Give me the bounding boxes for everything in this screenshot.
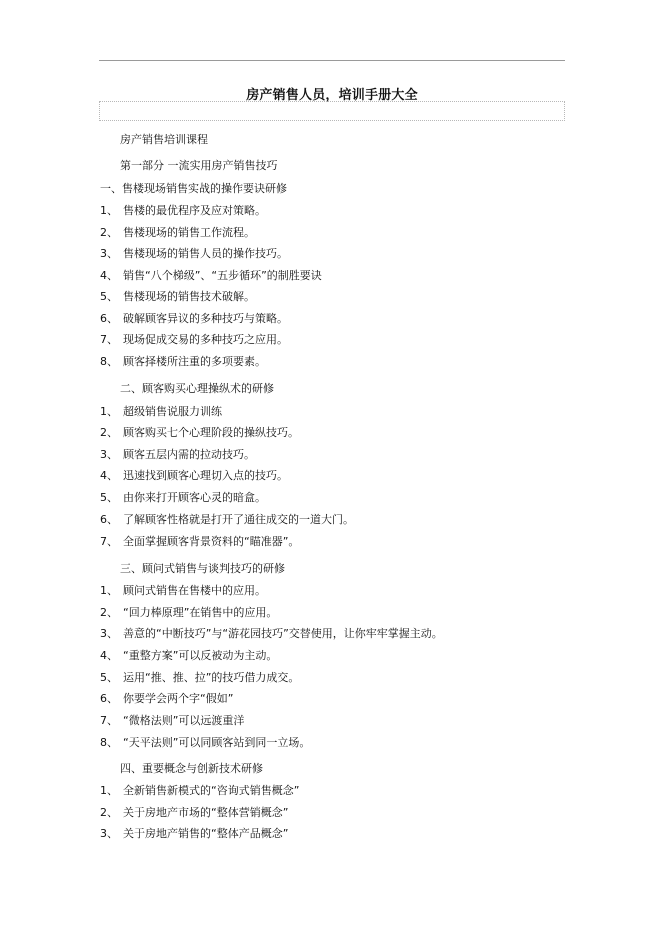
list-item-number: 5、: [100, 491, 118, 504]
dotted-placeholder-box: [99, 101, 565, 121]
list-item-number: 4、: [100, 469, 118, 482]
list-item: 关于房地产销售的“整体产品概念”: [123, 827, 289, 840]
list-item: 由你来打开顾客心灵的暗盒。: [123, 491, 266, 504]
list-item-number: 4、: [100, 649, 118, 662]
document-title: 房产销售人员，培训手册大全: [246, 88, 418, 103]
list-item-number: 2、: [100, 226, 118, 239]
list-item: 超级销售说服力训练: [123, 405, 222, 418]
list-item: 售楼现场的销售人员的操作技巧。: [123, 247, 288, 260]
part-heading: 第一部分 一流实用房产销售技巧: [120, 159, 278, 172]
list-item-number: 7、: [100, 714, 118, 727]
list-item: 售楼现场的销售技术破解。: [123, 290, 255, 303]
list-item-number: 6、: [100, 692, 118, 705]
list-item: “回力棒原理”在销售中的应用。: [123, 606, 278, 619]
list-item-number: 2、: [100, 426, 118, 439]
list-item-number: 2、: [100, 606, 118, 619]
course-heading: 房产销售培训课程: [120, 133, 208, 146]
section-heading: 一、售楼现场销售实战的操作要诀研修: [100, 182, 287, 195]
list-item-number: 6、: [100, 513, 118, 526]
header-rule: [99, 60, 565, 61]
list-item: 顾客五层内需的拉动技巧。: [123, 448, 255, 461]
list-item-number: 5、: [100, 671, 118, 684]
list-item: 销售“八个梯级”、“五步循环”的制胜要诀: [123, 269, 322, 282]
list-item-number: 2、: [100, 806, 118, 819]
list-item: 关于房地产市场的“整体营销概念”: [123, 806, 289, 819]
list-item: 全新销售新模式的“咨询式销售概念”: [123, 784, 300, 797]
list-item-number: 3、: [100, 247, 118, 260]
list-item: 售楼的最优程序及应对策略。: [123, 204, 266, 217]
list-item-number: 1、: [100, 405, 118, 418]
list-item: 了解顾客性格就是打开了通往成交的一道大门。: [123, 513, 354, 526]
list-item: “微格法则”可以远渡重洋: [123, 714, 245, 727]
section-heading: 三、顾问式销售与谈判技巧的研修: [120, 562, 285, 575]
list-item: 现场促成交易的多种技巧之应用。: [123, 333, 288, 346]
list-item: 运用“推、推、拉”的技巧借力成交。: [123, 671, 300, 684]
list-item: 善意的“中断技巧”与“游花园技巧”交替使用，让你牢牢掌握主动。: [123, 627, 443, 640]
list-item: 迅速找到顾客心理切入点的技巧。: [123, 469, 288, 482]
list-item-number: 1、: [100, 784, 118, 797]
list-item-number: 3、: [100, 627, 118, 640]
list-item-number: 7、: [100, 535, 118, 548]
list-item: “天平法则”可以同顾客站到同一立场。: [123, 736, 311, 749]
list-item-number: 3、: [100, 827, 118, 840]
list-item: “重整方案”可以反被动为主动。: [123, 649, 278, 662]
list-item-number: 4、: [100, 269, 118, 282]
list-item-number: 1、: [100, 584, 118, 597]
list-item-number: 3、: [100, 448, 118, 461]
list-item-number: 8、: [100, 355, 118, 368]
section-heading: 四、重要概念与创新技术研修: [120, 762, 263, 775]
list-item-number: 6、: [100, 312, 118, 325]
list-item: 顾客购买七个心理阶段的操纵技巧。: [123, 426, 299, 439]
list-item: 售楼现场的销售工作流程。: [123, 226, 255, 239]
list-item: 全面掌握顾客背景资料的“瞄准器”。: [123, 535, 300, 548]
section-heading: 二、顾客购买心理操纵术的研修: [120, 382, 274, 395]
list-item: 顾客择楼所注重的多项要素。: [123, 355, 266, 368]
list-item: 破解顾客异议的多种技巧与策略。: [123, 312, 288, 325]
list-item-number: 1、: [100, 204, 118, 217]
list-item-number: 7、: [100, 333, 118, 346]
list-item: 顾问式销售在售楼中的应用。: [123, 584, 266, 597]
list-item-number: 8、: [100, 736, 118, 749]
list-item-number: 5、: [100, 290, 118, 303]
list-item: 你要学会两个字“假如”: [123, 692, 234, 705]
